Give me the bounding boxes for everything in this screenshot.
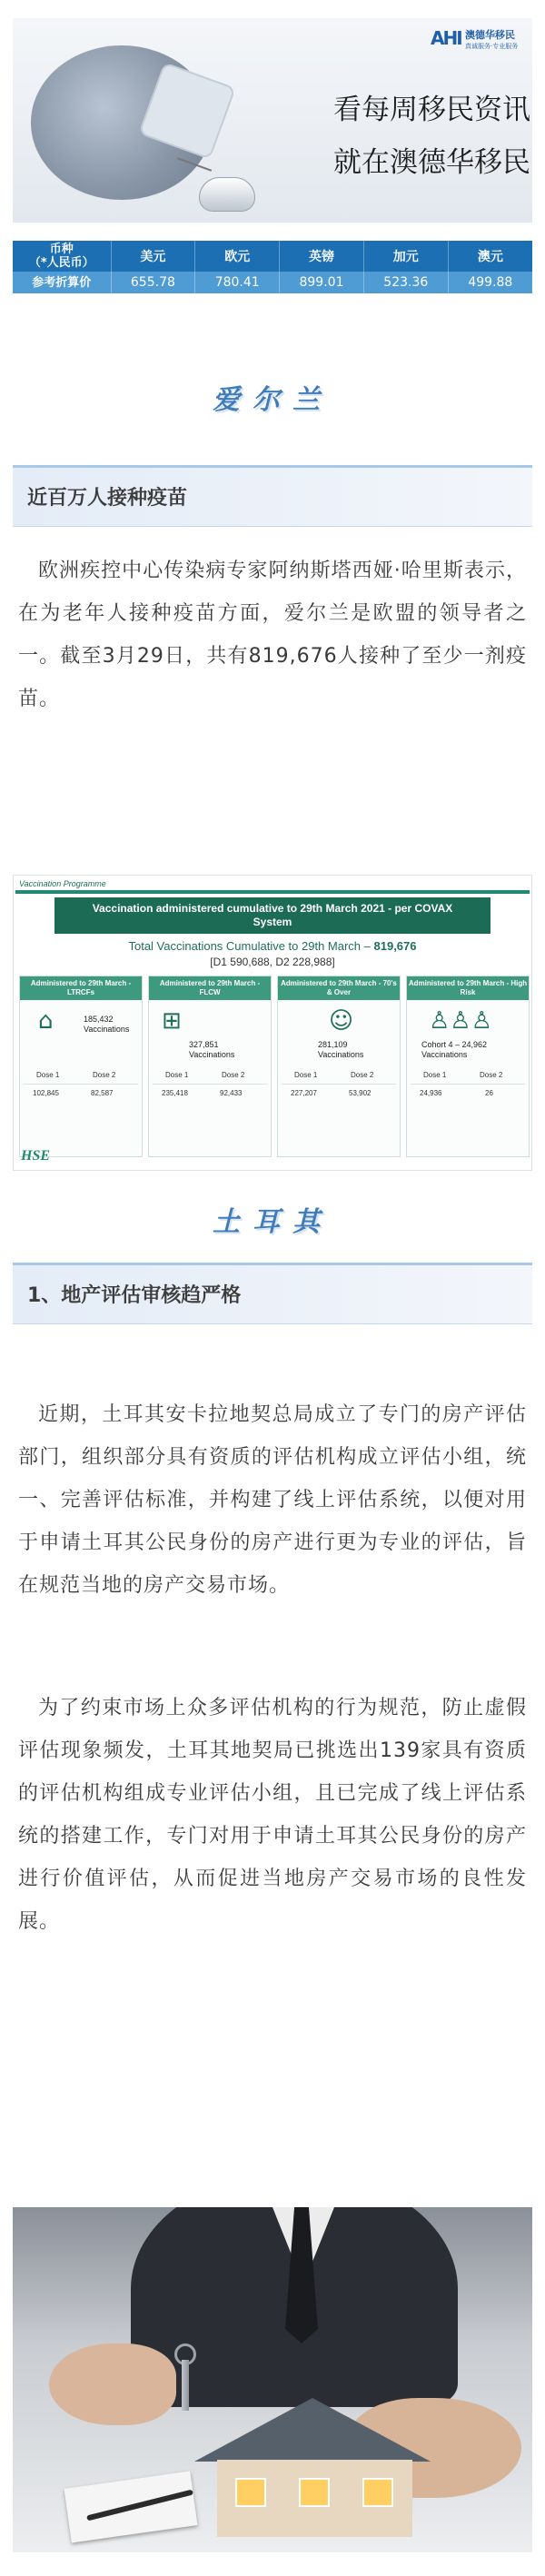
- currency-aud: 澳元: [448, 241, 532, 272]
- dose2-label: Dose 2: [351, 1071, 374, 1079]
- turkey-heading: 1、地产评估审核趋严格: [27, 1284, 242, 1307]
- group-header: Administered to 29th March - High Risk: [407, 976, 529, 1000]
- group-count-value: 185,432: [84, 1015, 114, 1024]
- company-logo-tagline: 真诚服务·专业服务: [465, 43, 519, 50]
- group-count-label: Vaccinations: [189, 1050, 235, 1059]
- vaccination-group-70-over: [277, 976, 401, 1157]
- dose2-value: 92,433: [220, 1089, 243, 1097]
- banner-slogan-line1: 看每周移民资讯: [333, 94, 530, 126]
- vaccination-total: [14, 939, 531, 953]
- vaccination-dose-breakdown: [D1 590,688, D2 228,988]: [210, 956, 335, 968]
- currency-eur: 欧元: [195, 241, 280, 272]
- elderly-person-icon: ☺: [329, 1007, 354, 1035]
- house-window-image: [362, 2478, 393, 2507]
- company-logo-mark: AHI: [431, 27, 461, 49]
- rate-usd: 655.78: [111, 272, 195, 293]
- currency-header-label: 币种 （*人民币）: [13, 241, 111, 272]
- dose2-label: Dose 2: [222, 1071, 245, 1079]
- group-header: Administered to 29th March - LTRCFs: [20, 976, 142, 1000]
- house-window-image: [299, 2478, 330, 2507]
- dose1-value: 235,418: [162, 1089, 188, 1097]
- group-count: [421, 1040, 487, 1060]
- dose2-value: 53,902: [349, 1089, 372, 1097]
- group-header: Administered to 29th March - 70's & Over: [278, 976, 400, 1000]
- vaccination-infographic: [13, 875, 532, 1171]
- reference-rate-label: 参考折算价: [13, 272, 111, 293]
- vaccination-total-value: 819,676: [373, 939, 417, 953]
- group-count-label: Vaccinations: [318, 1050, 364, 1059]
- ireland-heading: 近百万人接种疫苗: [27, 487, 188, 510]
- vaccination-programme-label: Vaccination Programme: [19, 879, 106, 888]
- group-count: [189, 1040, 234, 1060]
- dose2-label: Dose 2: [93, 1071, 116, 1079]
- group-count-value: Cohort 4 – 24,962: [421, 1040, 488, 1049]
- section-divider: [13, 526, 532, 527]
- house-key-image: [182, 2360, 189, 2411]
- country-title-turkey: 土耳其: [213, 1206, 332, 1238]
- group-header: Administered to 29th March - FLCW: [149, 976, 271, 1000]
- real-estate-photo: [13, 2207, 532, 2552]
- rate-aud: 499.88: [448, 272, 532, 293]
- rate-cad: 523.36: [363, 272, 448, 293]
- dose-divider: [153, 1084, 267, 1085]
- dose1-label: Dose 1: [165, 1071, 189, 1079]
- dose1-value: 102,845: [33, 1089, 59, 1097]
- currency-usd: 美元: [111, 241, 195, 272]
- company-logo-name: 澳德华移民: [465, 29, 515, 41]
- section-divider: [13, 1323, 532, 1324]
- dose2-label: Dose 2: [480, 1071, 503, 1079]
- vaccination-title-line1: Vaccination administered cumulative to 29th March 2021 - per COVAX: [92, 902, 453, 915]
- house-window-image: [235, 2478, 266, 2507]
- rate-header-row: [13, 241, 532, 272]
- vaccination-group-high-risk: [406, 976, 530, 1157]
- vaccination-title-line2: System: [253, 916, 292, 928]
- turkey-paragraph-1: 近期，土耳其安卡拉地契总局成立了专门的房产评估部门，组织部分具有资质的评估机构成立评估小组，统一、完善评估标准，并构建了线上评估系统，以便对用于申请土耳其公民身份的房产进行更为专业的评估，旨在规范当地的房产交易市场。: [18, 1403, 527, 1597]
- ireland-paragraph: 欧洲疾控中心传染病专家阿纳斯塔西娅·哈里斯表示，在为老年人接种疫苗方面，爱尔兰是欧盟的领导者之一。截至3月29日，共有819,676人接种了至少一剂疫苗。: [18, 560, 527, 710]
- header-banner: [13, 18, 532, 223]
- currency-gbp: 英镑: [280, 241, 364, 272]
- banner-slogan-line2: 就在澳德华移民: [333, 146, 530, 179]
- computer-mouse-image: [199, 177, 255, 212]
- group-count-value: 327,851: [189, 1040, 219, 1049]
- hospital-worker-icon: ⊞: [162, 1007, 182, 1035]
- house-people-icon: ⌂: [38, 1007, 54, 1035]
- vaccination-title: [54, 897, 490, 934]
- dose1-label: Dose 1: [294, 1071, 318, 1079]
- people-group-icon: ♙♙♙: [429, 1007, 492, 1035]
- country-title-ireland: 爱尔兰: [213, 384, 332, 416]
- dose-divider: [24, 1084, 138, 1085]
- vaccination-group-ltrcf: [19, 976, 143, 1157]
- rate-eur: 780.41: [195, 272, 280, 293]
- dose-divider: [411, 1084, 525, 1085]
- turkey-paragraph-2: 为了约束市场上众多评估机构的行为规范，防止虚假评估现象频发，土耳其地契局已挑选出139家具有资质的评估机构组成专业评估小组，且已完成了线上评估系统的搭建工作，专门对用于申请土耳其公民身份的房产进行价值评估，从而促进当地房产交易市场的良性发展。: [18, 1697, 527, 1933]
- vaccination-group-flcw: [148, 976, 272, 1157]
- dose1-label: Dose 1: [423, 1071, 447, 1079]
- dose1-value: 24,936: [420, 1089, 442, 1097]
- hand-holding-key-image: [49, 2343, 176, 2425]
- model-house-image: [217, 2460, 412, 2537]
- currency-cad: 加元: [363, 241, 448, 272]
- dose2-value: 26: [485, 1089, 493, 1097]
- vaccination-total-prefix: Total Vaccinations Cumulative to 29th March –: [128, 939, 374, 953]
- group-count-label: Vaccinations: [84, 1025, 130, 1034]
- dose2-value: 82,587: [91, 1089, 114, 1097]
- exchange-rate-table: [13, 241, 532, 293]
- infographic-top-band: [15, 890, 530, 894]
- rate-gbp: 899.01: [280, 272, 364, 293]
- dose1-label: Dose 1: [36, 1071, 60, 1079]
- group-count-label: Vaccinations: [421, 1050, 468, 1059]
- dose-divider: [282, 1084, 396, 1085]
- group-count: [84, 1015, 129, 1035]
- dose1-value: 227,207: [291, 1089, 317, 1097]
- group-count-value: 281,109: [318, 1040, 348, 1049]
- hse-logo: HSE: [21, 1148, 51, 1164]
- group-count: [318, 1040, 363, 1060]
- rate-value-row: [13, 272, 532, 293]
